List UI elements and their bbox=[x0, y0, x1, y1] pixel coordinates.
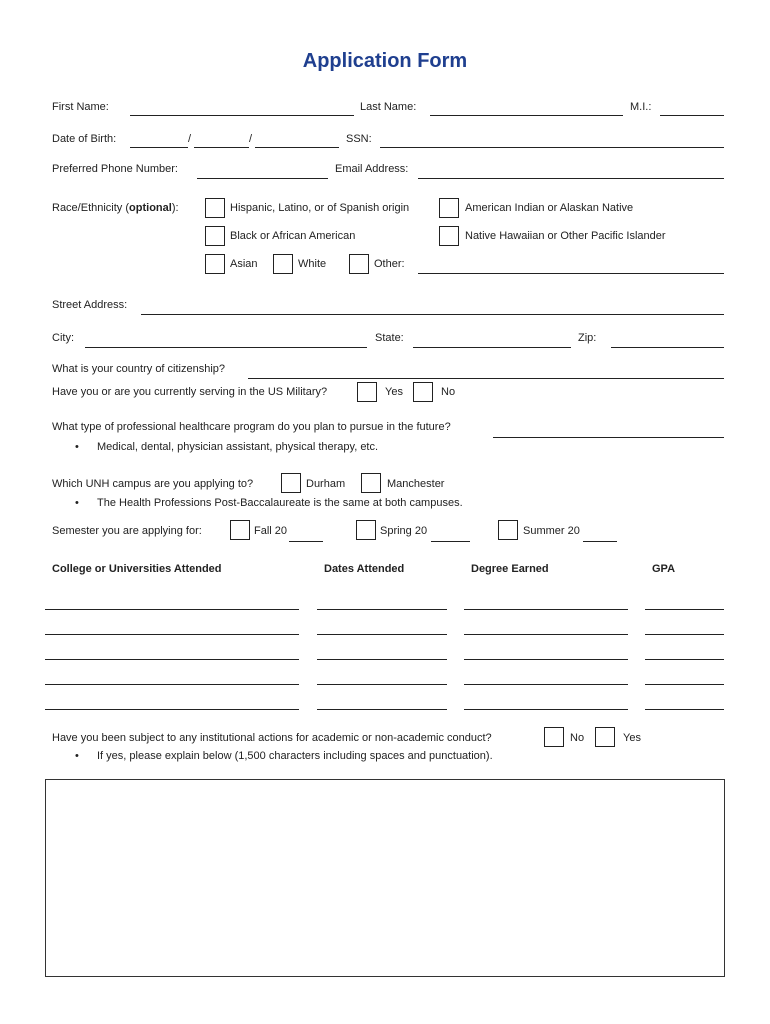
race-label: Race/Ethnicity (optional): bbox=[52, 202, 179, 214]
first-name-label: First Name: bbox=[52, 101, 109, 113]
college-field-4[interactable] bbox=[45, 684, 299, 685]
degree-field-4[interactable] bbox=[464, 684, 628, 685]
dates-field-2[interactable] bbox=[317, 634, 447, 635]
campus-note: • The Health Professions Post-Baccalaureate is the same at both campuses. bbox=[97, 497, 463, 509]
conduct-no-checkbox[interactable] bbox=[544, 727, 564, 747]
spring-label: Spring 20 bbox=[380, 525, 428, 537]
mi-field[interactable] bbox=[660, 115, 724, 116]
military-yes-checkbox[interactable] bbox=[357, 382, 377, 402]
email-field[interactable] bbox=[418, 178, 724, 179]
college-field-1[interactable] bbox=[45, 609, 299, 610]
hispanic-label: Hispanic, Latino, or of Spanish origin bbox=[230, 202, 410, 214]
degree-field-3[interactable] bbox=[464, 659, 628, 660]
dob-slash-1: / bbox=[188, 133, 192, 145]
military-no-label: No bbox=[441, 386, 456, 398]
black-label: Black or African American bbox=[230, 230, 356, 242]
dob-label: Date of Birth: bbox=[52, 133, 117, 145]
ssn-field[interactable] bbox=[380, 147, 724, 148]
dob-day-field[interactable] bbox=[194, 147, 249, 148]
hispanic-checkbox[interactable] bbox=[205, 198, 225, 218]
citizenship-field[interactable] bbox=[248, 378, 724, 379]
dates-column-header: Dates Attended bbox=[324, 563, 405, 575]
spring-year-field[interactable] bbox=[431, 541, 470, 542]
program-note: • Medical, dental, physician assistant, physical therapy, etc. bbox=[97, 441, 378, 453]
other-race-field[interactable] bbox=[418, 273, 724, 274]
college-column-header: College or Universities Attended bbox=[52, 563, 222, 575]
spring-checkbox[interactable] bbox=[356, 520, 376, 540]
dob-slash-2: / bbox=[249, 133, 253, 145]
conduct-yes-checkbox[interactable] bbox=[595, 727, 615, 747]
dob-month-field[interactable] bbox=[130, 147, 188, 148]
college-field-3[interactable] bbox=[45, 659, 299, 660]
degree-column-header: Degree Earned bbox=[471, 563, 549, 575]
email-label: Email Address: bbox=[335, 163, 409, 175]
military-yes-label: Yes bbox=[385, 386, 403, 398]
manchester-checkbox[interactable] bbox=[361, 473, 381, 493]
summer-year-field[interactable] bbox=[583, 541, 617, 542]
program-label: What type of professional healthcare program do you plan to pursue in the future? bbox=[52, 421, 451, 433]
durham-label: Durham bbox=[306, 478, 346, 490]
hawaiian-label: Native Hawaiian or Other Pacific Islander bbox=[465, 230, 666, 242]
other-checkbox[interactable] bbox=[349, 254, 369, 274]
gpa-column-header: GPA bbox=[652, 563, 676, 575]
black-checkbox[interactable] bbox=[205, 226, 225, 246]
state-label: State: bbox=[375, 332, 404, 344]
fall-label: Fall 20 bbox=[254, 525, 288, 537]
summer-label: Summer 20 bbox=[523, 525, 580, 537]
city-label: City: bbox=[52, 332, 74, 344]
gpa-field-2[interactable] bbox=[645, 634, 724, 635]
dates-field-1[interactable] bbox=[317, 609, 447, 610]
hawaiian-checkbox[interactable] bbox=[439, 226, 459, 246]
program-field[interactable] bbox=[493, 437, 724, 438]
street-field[interactable] bbox=[141, 314, 724, 315]
ssn-label: SSN: bbox=[346, 133, 372, 145]
military-no-checkbox[interactable] bbox=[413, 382, 433, 402]
white-checkbox[interactable] bbox=[273, 254, 293, 274]
zip-field[interactable] bbox=[611, 347, 724, 348]
last-name-label: Last Name: bbox=[360, 101, 417, 113]
dob-year-field[interactable] bbox=[255, 147, 339, 148]
last-name-field[interactable] bbox=[430, 115, 623, 116]
gpa-field-1[interactable] bbox=[645, 609, 724, 610]
white-label: White bbox=[298, 258, 327, 270]
fall-checkbox[interactable] bbox=[230, 520, 250, 540]
street-label: Street Address: bbox=[52, 299, 128, 311]
american-indian-label: American Indian or Alaskan Native bbox=[465, 202, 634, 214]
dates-field-4[interactable] bbox=[317, 684, 447, 685]
semester-label: Semester you are applying for: bbox=[52, 525, 202, 537]
phone-label: Preferred Phone Number: bbox=[52, 163, 178, 175]
citizenship-label: What is your country of citizenship? bbox=[52, 363, 226, 375]
asian-checkbox[interactable] bbox=[205, 254, 225, 274]
college-field-2[interactable] bbox=[45, 634, 299, 635]
fall-year-field[interactable] bbox=[289, 541, 323, 542]
conduct-yes-label: Yes bbox=[623, 732, 641, 744]
conduct-note: • If yes, please explain below (1,500 characters including spaces and punctuation). bbox=[97, 750, 493, 762]
phone-field[interactable] bbox=[197, 178, 328, 179]
college-field-5[interactable] bbox=[45, 709, 299, 710]
state-field[interactable] bbox=[413, 347, 571, 348]
city-field[interactable] bbox=[85, 347, 367, 348]
asian-label: Asian bbox=[230, 258, 258, 270]
degree-field-1[interactable] bbox=[464, 609, 628, 610]
conduct-explanation-textarea[interactable] bbox=[45, 779, 725, 977]
gpa-field-3[interactable] bbox=[645, 659, 724, 660]
gpa-field-5[interactable] bbox=[645, 709, 724, 710]
form-title: Application Form bbox=[302, 50, 468, 72]
conduct-no-label: No bbox=[570, 732, 585, 744]
degree-field-5[interactable] bbox=[464, 709, 628, 710]
conduct-label: Have you been subject to any institutional actions for academic or non-academic conduct? bbox=[52, 732, 492, 744]
american-indian-checkbox[interactable] bbox=[439, 198, 459, 218]
dates-field-3[interactable] bbox=[317, 659, 447, 660]
gpa-field-4[interactable] bbox=[645, 684, 724, 685]
summer-checkbox[interactable] bbox=[498, 520, 518, 540]
military-label: Have you or are you currently serving in the US Military? bbox=[52, 386, 328, 398]
durham-checkbox[interactable] bbox=[281, 473, 301, 493]
manchester-label: Manchester bbox=[387, 478, 445, 490]
mi-label: M.I.: bbox=[630, 101, 652, 113]
degree-field-2[interactable] bbox=[464, 634, 628, 635]
other-label: Other: bbox=[374, 258, 405, 270]
dates-field-5[interactable] bbox=[317, 709, 447, 710]
campus-label: Which UNH campus are you applying to? bbox=[52, 478, 254, 490]
zip-label: Zip: bbox=[578, 332, 597, 344]
first-name-field[interactable] bbox=[130, 115, 354, 116]
